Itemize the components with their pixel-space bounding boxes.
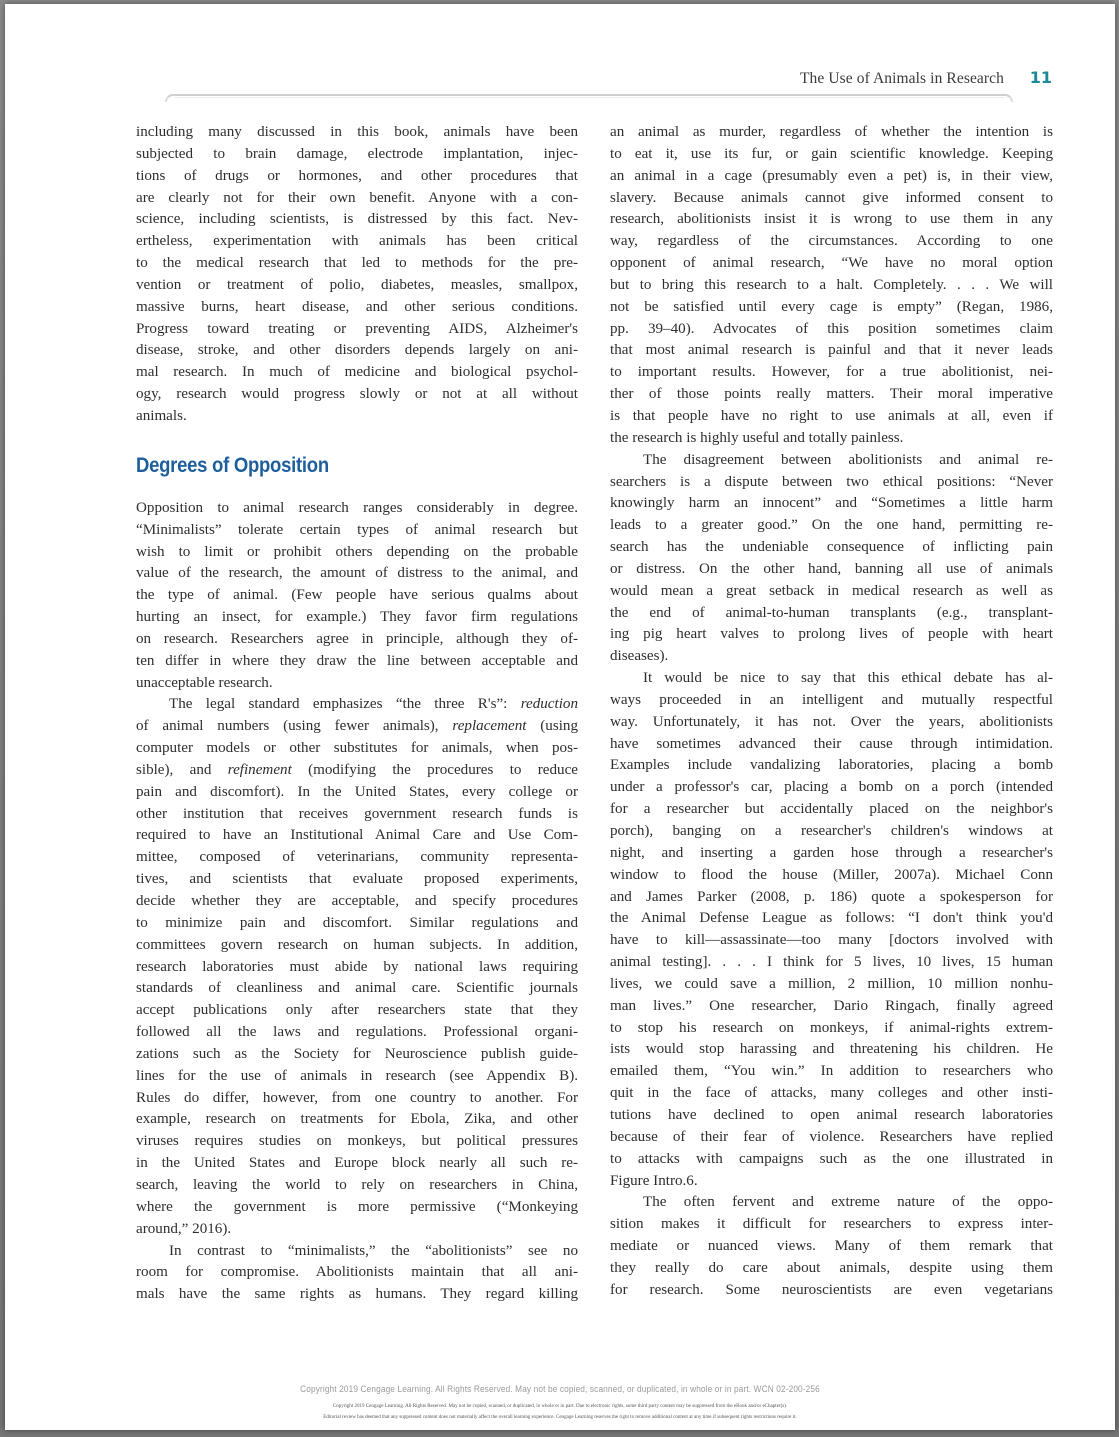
- header-rule-inner-divider: [175, 97, 1005, 98]
- text-line: the Animal Defense League as follows: “I don't think you'd: [610, 910, 1053, 927]
- text-line: around,” 2016).: [136, 1220, 232, 1237]
- text-line: to stop his research on monkeys, if animal-rights extrem-: [610, 1019, 1053, 1036]
- text-line: sition makes it difficult for researchers to express inter-: [610, 1216, 1053, 1233]
- text-line: ten differ in where they draw the line between acceptable and: [136, 652, 578, 669]
- text-line: research laboratories must abide by national laws requiring: [136, 958, 578, 975]
- text-line: would mean a great setback in medical research as well as: [610, 582, 1053, 599]
- text-line: vention or treatment of polio, diabetes, measles, smallpox,: [136, 276, 578, 293]
- text-line: followed all the laws and regulations. Professional organi-: [136, 1024, 578, 1041]
- text-line: search, leaving the world to rely on researchers in China,: [136, 1176, 578, 1193]
- text-line: tions of drugs or hormones, and other procedures that: [136, 167, 578, 184]
- text-line: and James Parker (2008, p. 186) quote a spokesperson for: [610, 888, 1053, 905]
- rights-notice-line-1: Copyright 2019 Cengage Learning. All Rights Reserved. May not be copied, scanned, or duplicated, in whole or in part. Due to electronic rights, some third party content may be suppressed from the eBook and/or eChapter(s).: [332, 1403, 788, 1409]
- text-line: The often fervent and extreme nature of the oppo-: [643, 1194, 1053, 1211]
- text-line: not be satisfied until every cage is empty” (Regan, 1986,: [610, 298, 1053, 315]
- text-line: Progress toward treating or preventing AIDS, Alzheimer's: [136, 320, 578, 337]
- text-run: (using: [526, 718, 578, 735]
- text-line: viruses requires studies on monkeys, but political pressures: [136, 1133, 578, 1150]
- paragraph: [136, 498, 578, 695]
- text-line: knowingly harm an innocent” and “Sometimes a little harm: [610, 495, 1053, 512]
- text-line: [136, 716, 578, 738]
- emphasis-term-replacement: replacement: [452, 718, 527, 735]
- text-line: tives, and scientists that evaluate proposed experiments,: [136, 871, 578, 888]
- section-heading: Degrees of Opposition: [136, 452, 329, 477]
- text-line: including many discussed in this book, animals have been: [136, 124, 578, 140]
- text-line: hurting an insect, for example.) They favor firm regulations: [136, 609, 578, 626]
- text-line: disease, stroke, and other disorders depends largely on ani-: [136, 342, 578, 359]
- text-line: pp. 39–40). Advocates of this position sometimes claim: [610, 320, 1053, 337]
- text-line: because of their fear of violence. Researchers have replied: [610, 1128, 1053, 1145]
- text-line: to minimize pain and discomfort. Similar regulations and: [136, 914, 578, 931]
- text-line: to the medical research that led to methods for the pre-: [136, 255, 578, 272]
- text-line: unacceptable research.: [136, 674, 273, 691]
- text-line: have sometimes advanced their cause through intimidation.: [610, 735, 1053, 752]
- page-number: 11: [1029, 68, 1052, 87]
- text-line: window to flood the house (Miller, 2007a). Michael Conn: [610, 866, 1053, 883]
- emphasis-term-reduction: reduction: [520, 696, 578, 713]
- text-line: to important results. However, for a true abolitionist, nei-: [610, 364, 1053, 381]
- text-line: science, including scientists, is distressed by this fact. Nev-: [136, 211, 578, 228]
- text-line: in the United States and Europe block nearly all such re-: [136, 1155, 578, 1172]
- paragraph: [610, 1192, 1053, 1301]
- text-line: It would be nice to say that this ethical debate has al-: [643, 670, 1053, 687]
- emphasis-term-refinement: refinement: [227, 761, 292, 778]
- text-line: ing pig heart valves to prolong lives of people with heart: [610, 626, 1053, 643]
- text-line: porch), banging on a researcher's children's windows at: [610, 823, 1053, 839]
- text-line: ists would stop harassing and threatening his children. He: [610, 1041, 1053, 1058]
- text-line: [136, 694, 578, 716]
- text-line: an animal in a cage (presumably even a pet) is, in their view,: [610, 167, 1053, 184]
- copyright-footer: Copyright 2019 Cengage Learning. All Rights Reserved. May not be copied, scanned, or duplicated, in whole or in part. WCN 02-200-256: [300, 1384, 820, 1394]
- right-column: [610, 122, 1053, 1302]
- text-line: lives, we could save a million, 2 million, 10 million nonhu-: [610, 975, 1053, 992]
- text-line: [136, 760, 578, 782]
- text-run: (modifying the procedures to reduce: [291, 761, 578, 778]
- text-line: for a researcher but accidentally placed on the neighbor's: [610, 801, 1053, 818]
- text-line: In contrast to “minimalists,” the “abolitionists” see no: [169, 1242, 578, 1259]
- running-header: [5, 68, 1115, 92]
- text-line: ertheless, experimentation with animals has been critical: [136, 233, 578, 250]
- text-line: decide whether they are acceptable, and specify procedures: [136, 893, 578, 909]
- paragraph: [136, 1241, 578, 1307]
- paragraph: [136, 122, 578, 428]
- text-line: the research is highly useful and totally painless.: [610, 429, 904, 446]
- text-line: under a professor's car, placing a bomb on a porch (intended: [610, 779, 1053, 796]
- text-line: animal testing]. . . . I think for 5 lives, 10 lives, 15 human: [610, 954, 1053, 971]
- text-line: mittee, composed of veterinarians, community representa-: [136, 849, 578, 866]
- text-line: way, regardless of the circumstances. According to one: [610, 233, 1053, 250]
- text-line: value of the research, the amount of distress to the animal, and: [136, 565, 578, 582]
- text-line: room for compromise. Abolitionists maintain that all ani-: [136, 1264, 578, 1281]
- text-line: committees govern research on human subjects. In addition,: [136, 936, 578, 953]
- text-line: night, and inserting a garden hose through a researcher's: [610, 844, 1053, 861]
- text-line: Figure Intro.6.: [610, 1172, 698, 1189]
- text-line: for research. Some neuroscientists are even vegetarians: [610, 1281, 1053, 1298]
- text-line: ogy, research would progress slowly or not at all without: [136, 386, 578, 403]
- paragraph: [610, 450, 1053, 668]
- text-line: opponent of animal research, “We have no moral option: [610, 255, 1053, 272]
- running-title: The Use of Animals in Research: [799, 70, 1004, 87]
- document-page: [5, 4, 1115, 1430]
- text-line: massive burns, heart disease, and other serious conditions.: [136, 298, 578, 315]
- text-line: mals have the same rights as humans. They regard killing: [136, 1286, 578, 1303]
- text-line: The disagreement between abolitionists and animal re-: [643, 451, 1053, 468]
- text-line: they really do care about animals, despite using them: [610, 1259, 1053, 1276]
- text-line: to attacks with campaigns such as the one illustrated in: [610, 1150, 1053, 1167]
- text-line: is that people have no right to use animals at all, even if: [610, 407, 1053, 424]
- text-line: where the government is more permissive (“Monkeying: [136, 1198, 578, 1215]
- text-line: search has the undeniable consequence of inflicting pain: [610, 539, 1053, 556]
- text-line: Rules do differ, however, from one country to another. For: [136, 1089, 578, 1106]
- paragraph: [610, 668, 1053, 1192]
- text-line: way. Unfortunately, it has not. Over the years, abolitionists: [610, 713, 1053, 730]
- text-run: of animal numbers (using fewer animals),: [136, 718, 453, 735]
- text-line: that most animal research is painful and that it never leads: [610, 342, 1053, 359]
- left-column: [136, 122, 578, 1306]
- paragraph: [136, 694, 578, 1240]
- text-run: The legal standard emphasizes “the three R's”:: [169, 696, 521, 713]
- text-line: tutions have declined to open animal research laboratories: [610, 1106, 1053, 1123]
- text-line: Examples include vandalizing laboratories, placing a bomb: [610, 757, 1053, 774]
- text-line: zations such as the Society for Neuroscience publish guide-: [136, 1045, 578, 1062]
- text-line: example, research on treatments for Ebola, Zika, and other: [136, 1111, 578, 1128]
- text-line: mal research. In much of medicine and biological psychol-: [136, 364, 578, 381]
- text-line: standards of cleanliness and animal care. Scientific journals: [136, 980, 578, 997]
- text-line: computer models or other substitutes for animals, when pos-: [136, 740, 578, 757]
- text-line: subjected to brain damage, electrode implantation, injec-: [136, 145, 578, 162]
- text-line: are clearly not for their own benefit. Anyone with a con-: [136, 189, 578, 206]
- text-line: pain and discomfort). In the United States, every college or: [136, 783, 578, 800]
- text-line: quit in the face of attacks, many colleges and other insti-: [610, 1085, 1053, 1102]
- text-line: animals.: [136, 407, 187, 424]
- text-line: research, abolitionists insist it is wrong to use them in any: [610, 211, 1053, 228]
- text-line: have to kill—assassinate—too many [doctors involved with: [610, 932, 1053, 949]
- text-line: but to bring this research to a halt. Completely. . . . We will: [610, 276, 1053, 293]
- text-line: leads to a greater good.” On the one hand, permitting re-: [610, 517, 1053, 534]
- text-line: mediate or nuanced views. Many of them remark that: [610, 1238, 1053, 1255]
- text-run: sible), and: [136, 761, 228, 778]
- text-line: wish to limit or prohibit others depending on the probable: [136, 543, 578, 560]
- text-line: to eat it, use its fur, or gain scientific knowledge. Keeping: [610, 145, 1053, 162]
- text-line: accept publications only after researchers state that they: [136, 1002, 578, 1019]
- text-line: Opposition to animal research ranges considerably in degree.: [136, 499, 578, 516]
- text-line: required to have an Institutional Animal Care and Use Com-: [136, 827, 578, 844]
- text-line: “Minimalists” tolerate certain types of animal research but: [136, 521, 578, 538]
- text-line: ways proceeded in an intelligent and mutually respectful: [610, 691, 1053, 708]
- text-line: ther of those points really matters. Their moral imperative: [610, 386, 1053, 403]
- paragraph: [610, 122, 1053, 450]
- text-line: slavery. Because animals cannot give informed consent to: [610, 189, 1053, 206]
- header-rule-divider: [165, 94, 1013, 102]
- text-line: lines for the use of animals in research (see Appendix B).: [136, 1067, 578, 1084]
- text-line: diseases).: [610, 648, 669, 665]
- text-line: emailed them, “You win.” In addition to researchers who: [610, 1063, 1053, 1080]
- rights-notice-line-2: Editorial review has deemed that any suppressed content does not materially affect the overall learning experience. Cengage Learning reserves the right to remove additional content at any time if subsequent rights restrictions require it.: [323, 1414, 797, 1420]
- text-line: searchers is a dispute between two ethical positions: “Never: [610, 473, 1053, 490]
- text-line: man lives.” One researcher, Dario Ringach, finally agreed: [610, 997, 1053, 1014]
- text-line: the end of animal-to-human transplants (e.g., transplant-: [610, 604, 1053, 621]
- text-line: an animal as murder, regardless of whether the intention is: [610, 124, 1053, 140]
- text-line: on research. Researchers agree in principle, although they of-: [136, 630, 578, 647]
- text-line: or distress. On the other hand, banning all use of animals: [610, 560, 1053, 577]
- text-line: other institution that receives government research funds is: [136, 805, 578, 822]
- text-line: the type of animal. (Few people have serious qualms about: [136, 587, 578, 604]
